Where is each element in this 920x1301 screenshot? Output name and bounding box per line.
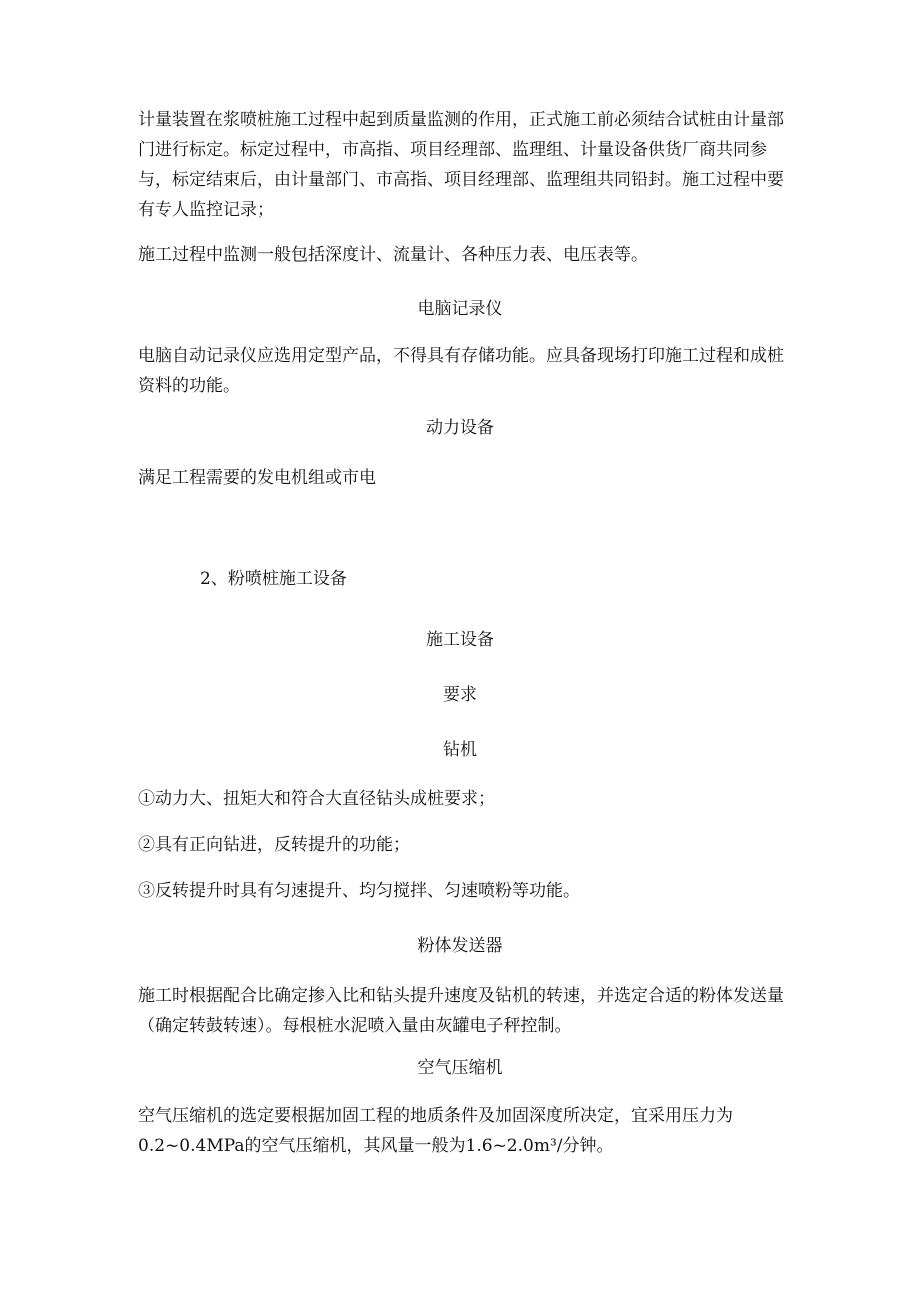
heading-drilling-rig: 钻机 — [443, 740, 477, 760]
paragraph-metering-calibration: 计量装置在浆喷桩施工过程中起到质量监测的作用，正式施工前必须结合试桩由计量部门进行标定。标定过程中，市高指、项目经理部、监理组、计量设备供货厂商共同参与，标定结束后，由计量部门、市高指、项目经理部、监理组共同铅封。施工过程中要有专人监控记录； — [138, 110, 784, 220]
paragraph-monitoring-instruments: 施工过程中监测一般包括深度计、流量计、各种压力表、电压表等。 — [138, 245, 648, 265]
list-item-drill-2: ②具有正向钻进，反转提升的功能； — [138, 835, 410, 855]
heading-computer-recorder: 电脑记录仪 — [417, 299, 503, 319]
heading-construction-equipment: 施工设备 — [426, 630, 494, 650]
paragraph-powder-feeder: 施工时根据配合比确定掺入比和钻头提升速度及钻机的转速，并选定合适的粉体发送量（确定转鼓转速）。每根桩水泥喷入量由灰罐电子秤控制。 — [138, 986, 784, 1036]
heading-requirements: 要求 — [443, 685, 477, 705]
paragraph-power-equipment: 满足工程需要的发电机组或市电 — [138, 468, 376, 488]
paragraph-air-compressor: 空气压缩机的选定要根据加固工程的地质条件及加固深度所决定，宜采用压力为0.2~0.4MPa的空气压缩机，其风量一般为1.6~2.0m³/分钟。 — [138, 1106, 733, 1156]
list-item-drill-3: ③反转提升时具有匀速提升、均匀搅拌、匀速喷粉等功能。 — [138, 881, 580, 901]
list-item-drill-1: ①动力大、扭矩大和符合大直径钻头成桩要求； — [138, 789, 495, 809]
heading-air-compressor: 空气压缩机 — [417, 1058, 503, 1078]
heading-power-equipment: 动力设备 — [426, 418, 494, 438]
section-heading-powder-pile: 2、粉喷桩施工设备 — [200, 569, 347, 589]
heading-powder-feeder: 粉体发送器 — [417, 936, 503, 956]
paragraph-computer-recorder: 电脑自动记录仪应选用定型产品，不得具有存储功能。应具备现场打印施工过程和成桩资料的功能。 — [138, 346, 784, 396]
